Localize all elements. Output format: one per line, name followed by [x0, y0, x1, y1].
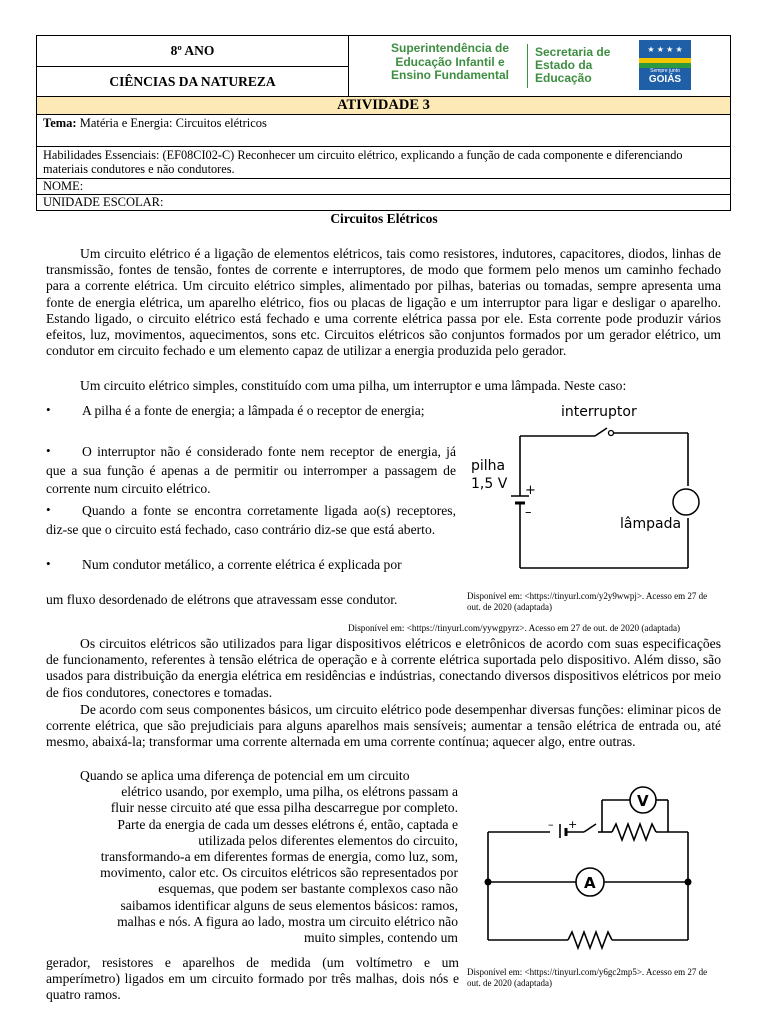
list-item: • Num condutor metálico, a corrente elétrica é explicada por: [46, 556, 402, 572]
p5-line: elétrico usando, por exemplo, uma pilha, os elétrons passam a: [121, 784, 458, 800]
minus-sign: –: [525, 505, 532, 520]
figure1-caption: Disponível em: <https://tinyurl.com/y2y9wwpj>. Acesso em 27 de out. de 2020 (adaptada): [467, 591, 708, 612]
switch-lever: [584, 824, 596, 832]
paragraph-5: [46, 768, 458, 946]
simple-circuit-figure: [465, 400, 725, 590]
paragraph-5-end: gerador, resistores e aparelhos de medida (um voltímetro e um amperímetro) ligados em um circuito formado por três malhas, dois nós e quatro ramos.: [46, 955, 459, 1003]
resistor-bottom: [568, 932, 612, 948]
p5-line: Quando se aplica uma diferença de potencial em um circuito: [80, 768, 410, 783]
p5-line: muito simples, contendo um: [303, 930, 458, 946]
logos: [349, 36, 730, 96]
plus-sign: +: [525, 483, 536, 498]
activity-title: ATIVIDADE 3: [37, 96, 730, 114]
resistor-top: [612, 824, 656, 840]
switch-lever: [595, 428, 607, 436]
paragraph-3: Os circuitos elétricos são utilizados para ligar dispositivos elétricos e eletrônicos de acordo com suas especificações de funcionamento, referentes à tensão elétrica de operação e à corrente elétrica suportada pelo dispositivo. Além disso, são usados para distribuição da energia elétrica em residências e indústrias, conectando diversos dispositivos elétricos por meio de fios condutores, conectores e tomadas.: [46, 636, 721, 700]
p5-line: utilizada pelos diferentes elementos do circuito,: [198, 832, 458, 848]
ammeter-label: A: [584, 874, 596, 892]
theme-row: [37, 114, 730, 146]
org-secretaria: Secretaria de Estado da Educação: [535, 45, 611, 85]
paragraph-1: Um circuito elétrico é a ligação de elementos elétricos, tais como resistores, indutores, capacitores, diodos, linhas de transmissão, fontes de tensão, fontes de corrente e interruptores, de modo que formem pelo menos um caminho fechado para a corrente elétrica. Um circuito elétrico simples, alimentado por pilhas, baterias ou tomadas, sempre apresenta uma fonte de energia elétrica, um aparelho elétrico, fios ou placas de ligação e um interruptor para ligar e desligar o aparelho. Estando ligado, o circuito elétrico está fechado e uma corrente elétrica passa por ele. Esta corrente pode produzir vários efeitos, luz, movimentos, aquecimentos, sons etc. Circuitos elétricos são conjuntos formados por um gerador elétrico, um condutor em circuito fechado e um elemento capaz de utilizar a energia produzida pelo gerador.: [46, 246, 721, 359]
list-item: • A pilha é a fonte de energia; a lâmpada é o receptor de energia;: [46, 402, 425, 418]
theme-label: Tema:: [43, 116, 77, 130]
grade: 8º ANO: [37, 36, 348, 67]
list-item: • O interruptor não é considerado fonte nem receptor de energia, já que a sua função é apenas a de permitir ou interromper a passagem de corrente num circuito elétrico.: [46, 443, 456, 496]
bullet-continuation: um fluxo desordenado de elétrons que atravessam esse condutor.: [46, 592, 398, 607]
switch-contact: [609, 431, 614, 436]
battery-voltage: 1,5 V: [471, 476, 508, 492]
p5-line: fluir nesse circuito até que essa pilha descarregue por completo.: [110, 800, 458, 816]
battery-label: pilha: [471, 458, 506, 474]
p5-line: transformando-a em diferentes formas de energia, como luz, som,: [100, 849, 458, 865]
figure2-caption: Disponível em: <https://tinyurl.com/y6gc2mp5>. Acesso em 27 de out. de 2020 (adaptada): [467, 967, 708, 988]
switch-label: interruptor: [561, 404, 637, 420]
section-title: Circuitos Elétricos: [330, 211, 438, 226]
header-table: [36, 35, 731, 211]
name-field: NOME:: [37, 178, 730, 194]
source-2: Disponível em: <https://tinyurl.com/yywgpyrz>. Acesso em 27 de out. de 2020 (adaptada): [348, 623, 681, 633]
p5-line: malhas e nós. A figura ao lado, mostra um circuito elétrico não: [117, 913, 458, 929]
theme-value: Matéria e Energia: Circuitos elétricos: [79, 116, 267, 130]
node-right: [685, 879, 692, 886]
battery-minus: –: [548, 818, 554, 831]
p5-line: esquemas, que podem ser bastante complexos caso não: [158, 881, 458, 897]
node-left: [485, 879, 492, 886]
skills-row: Habilidades Essenciais: (EF08CI02-C) Reconhecer um circuito elétrico, explicando a função de cada componente e diferenciando materiais condutores e não condutores.: [37, 146, 730, 178]
p5-line: saibamos identificar alguns de seus elementos básicos: ramos,: [120, 897, 458, 913]
lamp-icon: [673, 489, 699, 515]
goias-logo: ★ ★ ★ ★ Sempre junto GOIÁS: [639, 40, 691, 90]
p5-line: Parte da energia de cada um desses elétrons é, então, captada e: [117, 816, 458, 832]
list-item: • Quando a fonte se encontra corretamente ligada ao(s) receptores, diz-se que o circuito está fechado, caso contrário diz-se que está aberto.: [46, 502, 456, 537]
paragraph-4: De acordo com seus componentes básicos, um circuito elétrico pode desempenhar diversas funções: eliminar picos de corrente elétrica, que são prejudiciais para alguns aparelhos mais sensíveis; aumentar a tensão elétrica de entrada ou, até mesmo, abaixá-la; transformar uma corrente alternada em uma corrente contínua; aquecer algo, entre outras.: [46, 702, 721, 750]
org-superintendencia: Superintendência de Educação Infantil e Ensino Fundamental: [390, 41, 510, 82]
paragraph-2: Um circuito elétrico simples, constituído com uma pilha, um interruptor e uma lâmpada. Neste caso:: [80, 378, 627, 393]
lamp-label: lâmpada: [620, 516, 682, 532]
p5-line: movimento, calor etc. Os circuitos elétricos são representados por: [100, 865, 458, 881]
subject: CIÊNCIAS DA NATUREZA: [109, 74, 276, 89]
complex-circuit-figure: [480, 780, 700, 960]
school-field: UNIDADE ESCOLAR:: [37, 194, 730, 210]
voltmeter-label: V: [637, 792, 649, 810]
battery-plus: +: [568, 818, 578, 831]
